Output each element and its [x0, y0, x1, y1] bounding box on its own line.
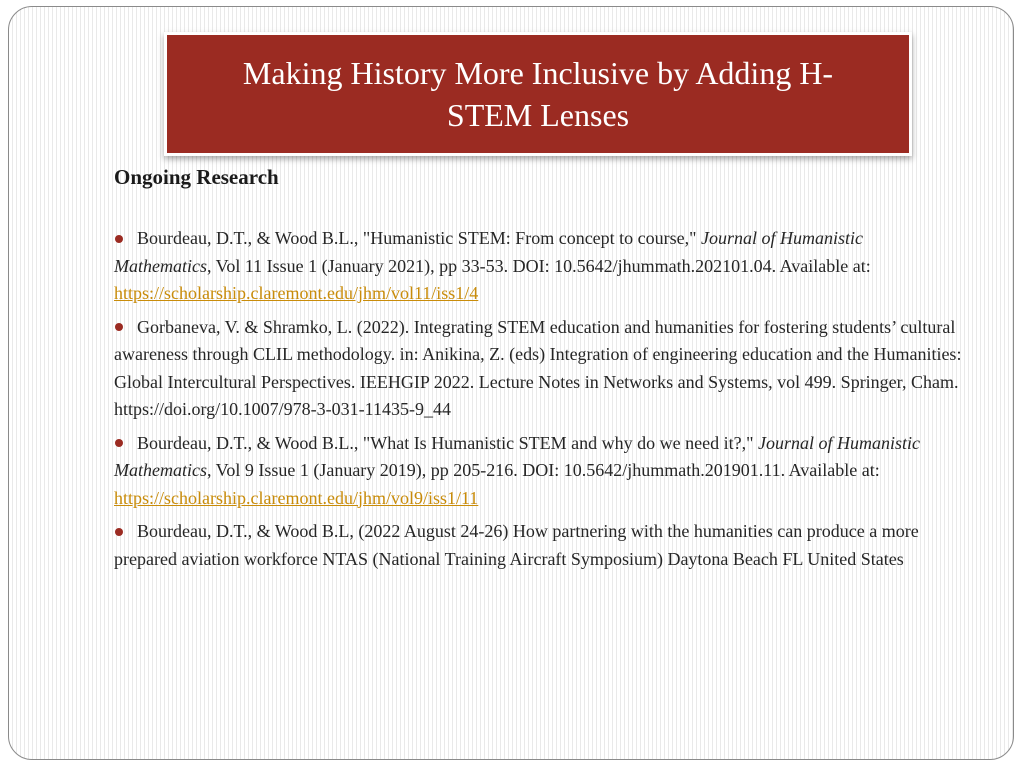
bullet-icon — [115, 528, 123, 536]
reference-link[interactable]: https://scholarship.claremont.edu/jhm/vol9/iss1/11 — [114, 487, 479, 508]
reference-item — [114, 518, 964, 573]
reference-text: Bourdeau, D.T., & Wood B.L., "What Is Humanistic STEM and why do we need it?," — [137, 432, 758, 453]
reference-text: Bourdeau, D.T., & Wood B.L, (2022 August 24-26) How partnering with the humanities can produce a more prepared aviation workforce NTAS (National Training Aircraft Symposium) Daytona Beach FL United States — [114, 521, 919, 569]
bullet-icon — [115, 235, 123, 243]
reference-text: Gorbaneva, V. & Shramko, L. (2022). Integrating STEM education and humanities for fostering students’ cultural awareness through CLIL methodology. in: Anikina, Z. (eds) Integration of engineering education and the Humanities: Global Intercultural Perspectives. IEEHGIP 2022. Lecture Notes in Networks and Systems, vol 499. Springer, Cham. https://doi.org/10.1007/978-3-031-11435-9_44 — [114, 316, 962, 419]
reference-list — [114, 225, 964, 579]
slide-title: Making History More Inclusive by Adding H-STEM Lenses — [242, 55, 834, 133]
reference-text: Bourdeau, D.T., & Wood B.L., "Humanistic STEM: From concept to course," — [137, 228, 702, 248]
bullet-icon — [115, 323, 123, 331]
reference-item — [114, 225, 964, 308]
reference-item — [114, 314, 964, 424]
reference-text: , Vol 11 Issue 1 (January 2021), pp 33-53. DOI: 10.5642/jhummath.202101.04. Available at: — [206, 255, 871, 276]
journal-title: Journal of Humanistic Mathematics — [114, 432, 920, 480]
section-heading: Ongoing Research — [114, 165, 279, 189]
reference-link[interactable]: https://scholarship.claremont.edu/jhm/vol11/iss1/4 — [114, 283, 479, 303]
slide — [8, 6, 1014, 760]
bullet-icon — [115, 439, 123, 447]
journal-title: Journal of Humanistic Mathematics — [114, 228, 864, 276]
reference-text: , Vol 9 Issue 1 (January 2019), pp 205-216. DOI: 10.5642/jhummath.201901.11. Available at: — [206, 460, 880, 480]
reference-item — [114, 430, 964, 513]
title-banner — [164, 32, 912, 156]
